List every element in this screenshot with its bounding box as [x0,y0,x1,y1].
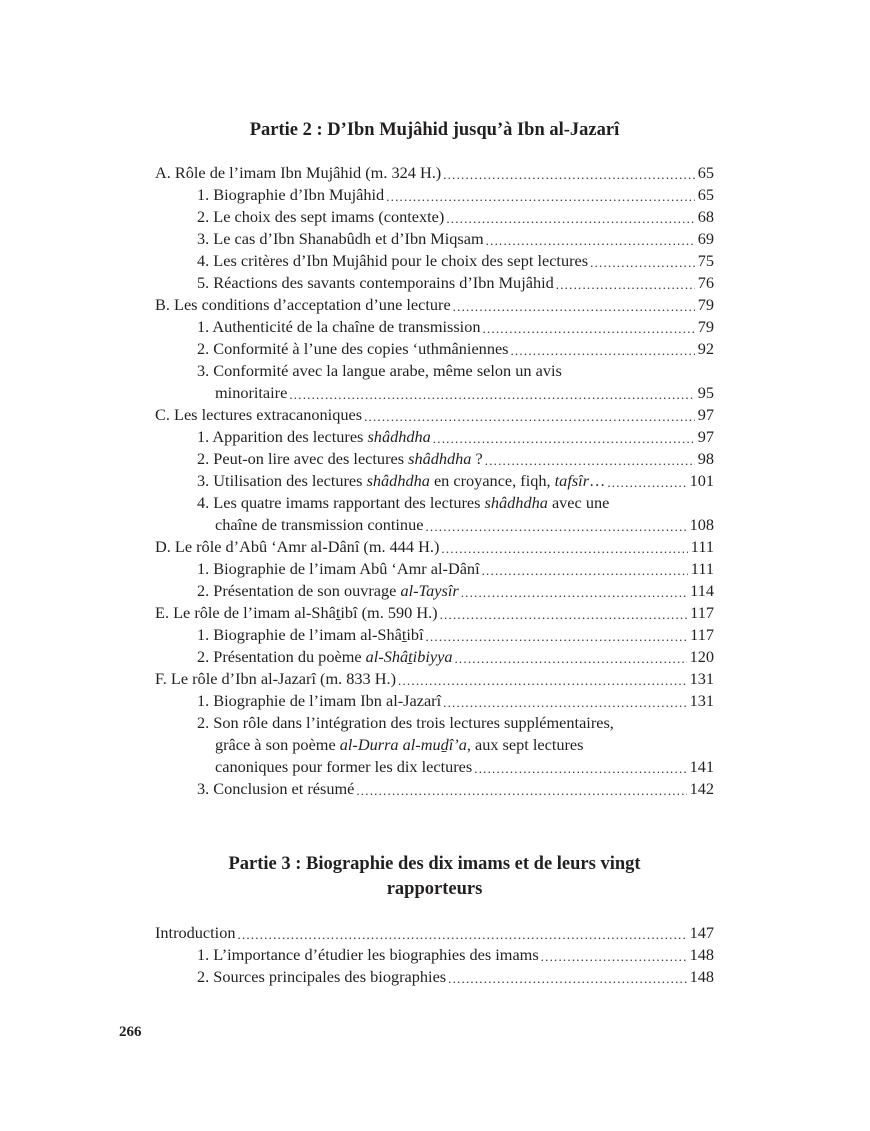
toc-entry-f2[interactable] [155,712,714,778]
toc-page-number: 148 [689,967,714,986]
dot-leader [289,386,694,404]
dot-leader [446,210,694,228]
toc-page-number: 117 [690,603,714,622]
toc-entry-label: E. Le rôle de l’imam al-Shâṯibî (m. 590 H.) [155,603,438,622]
toc-page-number: 111 [690,537,714,556]
dot-leader [433,430,695,448]
dot-leader [426,628,688,646]
label-text: 4. Les quatre imams rapportant des lectures [197,493,485,512]
toc-entry-a1[interactable] [155,184,714,206]
dot-leader [607,474,686,492]
toc-page-number: 95 [697,383,714,402]
toc-page-number: 141 [689,757,714,776]
label-text: avec une [547,493,610,512]
dot-leader [461,584,687,602]
toc-entry-a[interactable] [155,162,714,184]
toc-page-number: 147 [689,923,714,942]
toc-entry-label: 1. Authenticité de la chaîne de transmission [197,317,481,336]
toc-entry-label-line-2: chaîne de transmission continue [215,515,424,534]
toc-entry-b[interactable] [155,294,714,316]
toc-page-number: 79 [697,317,714,336]
dot-leader [541,948,687,966]
part-3-heading-line-2: rapporteurs [386,879,483,899]
dot-leader [237,926,686,944]
toc-entry-f1[interactable] [155,690,714,712]
toc-page-number: 114 [690,581,714,600]
toc-part-3 [155,922,714,988]
toc-part-2 [155,162,714,800]
dot-leader [386,188,695,206]
dot-leader [364,408,695,426]
toc-entry-a3[interactable] [155,228,714,250]
label-italic: shâdhdha [366,471,430,490]
toc-entry-label [197,426,431,448]
toc-entry-label: 1. Biographie de l’imam Ibn al-Jazarî [197,691,442,710]
dot-leader [454,650,686,668]
toc-page-number: 98 [697,449,714,468]
dot-leader [474,760,686,778]
toc-page-number: 117 [690,625,714,644]
label-text: … [589,471,606,490]
toc-page-number: 101 [689,471,714,490]
dot-leader [453,298,695,316]
toc-page-number: 68 [697,207,714,226]
toc-entry-label-line-1: 2. Son rôle dans l’intégration des trois lectures supplémentaires, [197,713,614,732]
label-italic: al-Shâṯibiyya [365,647,453,666]
toc-page-number: 148 [689,945,714,964]
toc-entry-d[interactable] [155,536,714,558]
toc-entry-label [197,448,483,470]
toc-page-number: 97 [697,405,714,424]
dot-leader [440,606,688,624]
dot-leader [483,320,695,338]
toc-entry-e1[interactable] [155,624,714,646]
toc-entry-a4[interactable] [155,250,714,272]
toc-entry-c2[interactable] [155,448,714,470]
toc-entry-c[interactable] [155,404,714,426]
label-text: grâce à son poème [215,735,340,754]
page-number: 266 [119,1024,142,1040]
toc-entry-label: 3. Le cas d’Ibn Shanabûdh et d’Ibn Miqsam [197,229,484,248]
toc-entry-label: F. Le rôle d’Ibn al-Jazarî (m. 833 H.) [155,669,397,688]
label-text: 1. Apparition des lectures [197,427,368,446]
toc-entry-label-line-1 [197,492,714,514]
toc-entry-introduction[interactable] [155,922,714,944]
toc-page-number: 79 [697,295,714,314]
label-text: ? [471,449,483,468]
toc-entry-label: 3. Conclusion et résumé [197,779,355,798]
toc-entry-label: 1. L’importance d’étudier les biographies des imams [197,945,539,964]
part-3-heading-line-1: Partie 3 : Biographie des dix imams et de leurs vingt [228,854,641,874]
label-text: en croyance, fiqh, [429,471,555,490]
part-2-heading: Partie 2 : D’Ibn Mujâhid jusqu’à Ibn al-Jazarî [249,120,620,140]
toc-entry-a2[interactable] [155,206,714,228]
toc-entry-label: 1. Biographie de l’imam Abû ‘Amr al-Dânî [197,559,480,578]
toc-entry-b1[interactable] [155,316,714,338]
dot-leader [590,254,695,272]
label-italic: shâdhdha [367,427,431,446]
toc-page-number: 69 [697,229,714,248]
toc-page-number: 92 [697,339,714,358]
toc-entry-label: D. Le rôle d’Abû ‘Amr al-Dânî (m. 444 H.) [155,537,440,556]
dot-leader [443,694,686,712]
toc-page-number: 108 [689,515,714,534]
dot-leader [443,166,694,184]
toc-entry-label: Introduction [155,923,236,942]
dot-leader [511,342,695,360]
toc-page-number: 131 [689,691,714,710]
toc-entry-label: 4. Les critères d’Ibn Mujâhid pour le choix des sept lectures [197,251,589,270]
toc-page-number: 97 [697,427,714,446]
toc-entry-label [197,580,459,602]
label-text: 2. Présentation du poème [197,647,366,666]
toc-entry-c1[interactable] [155,426,714,448]
toc-entry-c3[interactable] [155,470,714,492]
part-3-heading [155,852,714,902]
label-italic: al-Durra al-muḏî’a [339,735,467,754]
dot-leader [398,672,687,690]
toc-entry-intro-2[interactable] [155,966,714,988]
toc-entry-label: 1. Biographie d’Ibn Mujâhid [197,185,385,204]
toc-entry-label [197,646,452,668]
toc-entry-e[interactable] [155,602,714,624]
toc-entry-label: 2. Conformité à l’une des copies ‘uthmâniennes [197,339,509,358]
toc-entry-label: 2. Le choix des sept imams (contexte) [197,207,445,226]
toc-page-number: 65 [697,163,714,182]
toc-page-number: 65 [697,185,714,204]
toc-page-number: 142 [689,779,714,798]
toc-entry-d1[interactable] [155,558,714,580]
label-text: 3. Utilisation des lectures [197,471,367,490]
dot-leader [425,518,686,536]
toc-entry-label-line-1: 3. Conformité avec la langue arabe, même selon un avis [197,361,562,380]
label-italic: al-Taysîr [400,581,459,600]
label-italic: shâdhdha [484,493,548,512]
toc-page-number: 75 [697,251,714,270]
dot-leader [556,276,695,294]
dot-leader [485,452,695,470]
toc-entry-f3[interactable] [155,778,714,800]
label-text: , aux sept lectures [466,735,584,754]
label-italic: tafsîr [554,471,590,490]
toc-page-number: 120 [689,647,714,666]
toc-page-number: 111 [690,559,714,578]
toc-entry-label: 2. Sources principales des biographies [197,967,447,986]
toc-page-number: 131 [689,669,714,688]
toc-entry-label: 1. Biographie de l’imam al-Shâṯibî [197,625,424,644]
toc-entry-label: 5. Réactions des savants contemporains d’Ibn Mujâhid [197,273,554,292]
dot-leader [486,232,695,250]
toc-entry-e2[interactable] [155,646,714,668]
label-text: 2. Présentation de son ouvrage [197,581,401,600]
toc-entry-label [197,470,605,492]
dot-leader [482,562,688,580]
toc-entry-d2[interactable] [155,580,714,602]
dot-leader [448,970,686,988]
toc-entry-a5[interactable] [155,272,714,294]
toc-entry-c4[interactable] [155,492,714,536]
toc-entry-label-line-2: minoritaire [215,383,288,402]
toc-entry-label: A. Rôle de l’imam Ibn Mujâhid (m. 324 H.) [155,163,442,182]
toc-page-number: 76 [697,273,714,292]
dot-leader [356,782,686,800]
toc-entry-label-line-2 [197,734,714,756]
toc-entry-f[interactable] [155,668,714,690]
label-italic: shâdhdha [408,449,472,468]
toc-entry-b3[interactable] [155,360,714,404]
toc-entry-label: C. Les lectures extracanoniques [155,405,363,424]
dot-leader [441,540,687,558]
toc-entry-b2[interactable] [155,338,714,360]
toc-entry-label: B. Les conditions d’acceptation d’une lecture [155,295,451,314]
label-text: 2. Peut-on lire avec des lectures [197,449,409,468]
toc-entry-label-line-3: canoniques pour former les dix lectures [215,757,473,776]
toc-entry-intro-1[interactable] [155,944,714,966]
